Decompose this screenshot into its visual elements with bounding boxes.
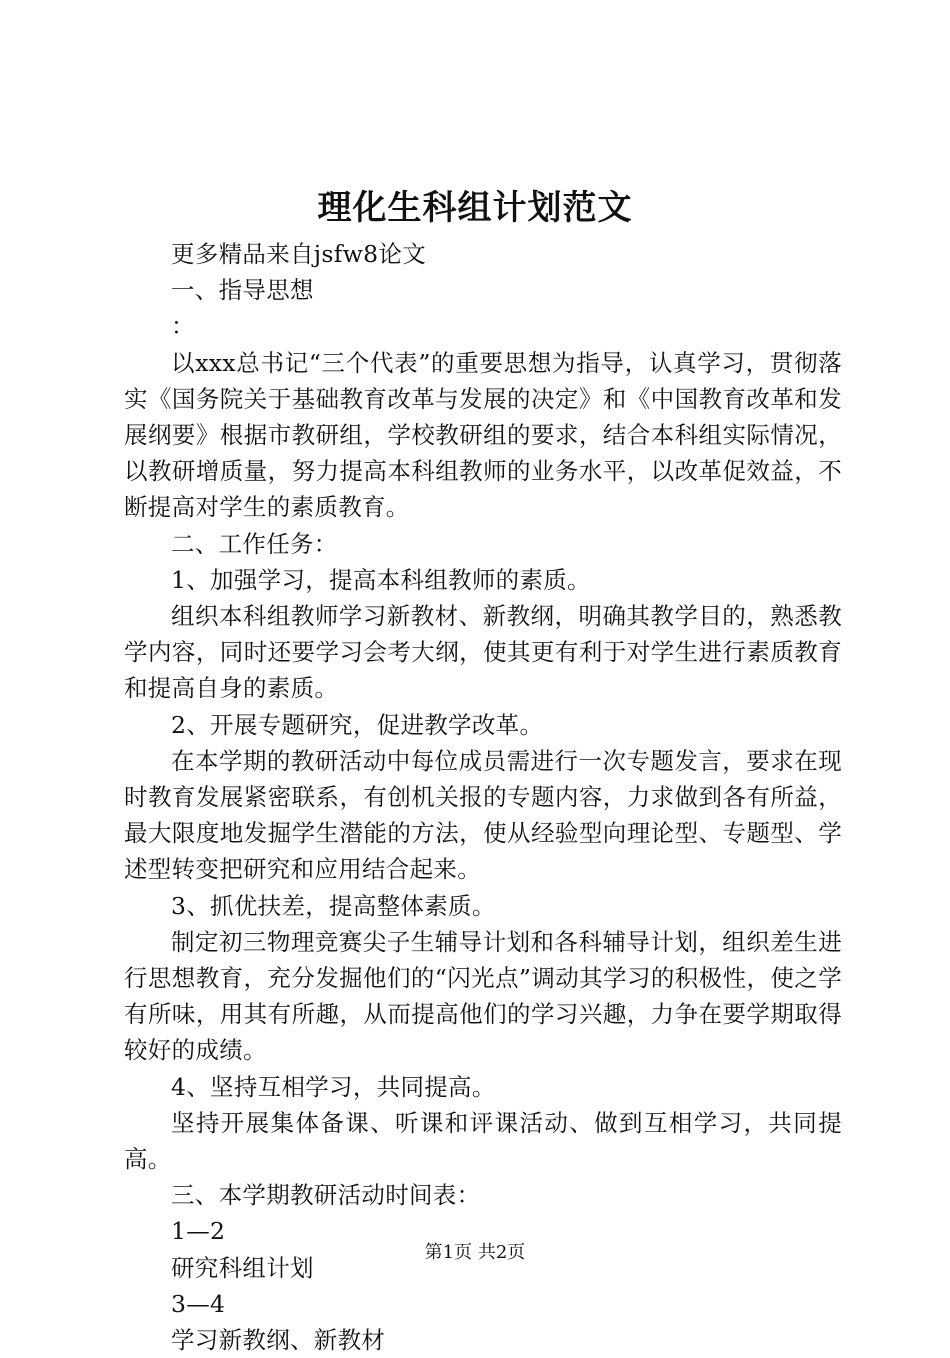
task-4-body: 坚持开展集体备课、听课和评课活动、做到互相学习，共同提高。 (124, 1108, 842, 1174)
task-1-heading: 1、加强学习，提高本科组教师的素质。 (171, 565, 591, 594)
paragraph-colon: ： (171, 312, 195, 341)
task-1-body: 组织本科组教师学习新教材、新教纲，明确其教学目的，熟悉教学内容，同时还要学习会考大纲，使其更有利于对学生进行素质教育和提高自身的素质。 (124, 602, 842, 703)
task-2-heading: 2、开展专题研究，促进教学改革。 (171, 710, 544, 739)
schedule-activity-1: 研究科组计划 (171, 1253, 314, 1282)
task-2-body: 在本学期的教研活动中每位成员需进行一次专题发言，要求在现时教育发展紧密联系，有创机关报的专题内容，力求做到各有所益，最大限度地发掘学生潜能的方法，使从经验型向理论型、专题型、学述型转变把研究和应用结合起来。 (124, 746, 842, 884)
task-3-body: 制定初三物理竞赛尖子生辅导计划和各科辅导计划，组织差生进行思想教育，充分发掘他们的“闪光点”调动其学习的积极性，使之学有所味，用其有所趣，从而提高他们的学习兴趣，力争在要学期取得较好的成绩。 (124, 927, 842, 1065)
paragraph-source-note: 更多精品来自jsfw8论文 (171, 240, 427, 268)
document-title: 理化生科组计划范文 (317, 188, 633, 228)
document-body (124, 236, 842, 1358)
schedule-activity-2: 学习新教纲、新教材 (171, 1326, 386, 1355)
page-footer: 第1页 共2页 (424, 1242, 526, 1263)
schedule-weeks-2: 3—4 (171, 1289, 226, 1318)
task-3-heading: 3、抓优扶差，提高整体素质。 (171, 891, 496, 920)
task-4-heading: 4、坚持互相学习，共同提高。 (171, 1072, 496, 1101)
heading-guiding-ideology: 一、指导思想 (171, 276, 314, 305)
paragraph-guiding-ideology: 以xxx总书记“三个代表”的重要思想为指导，认真学习，贯彻落实《国务院关于基础教育改革与发展的决定》和《中国教育改革和发展纲要》根据市教研组，学校教研组的要求，结合本科组实际情况，以教研增质量，努力提高本科组教师的业务水平，以改革促效益，不断提高对学生的素质教育。 (124, 348, 842, 522)
heading-schedule: 三、本学期教研活动时间表： (171, 1181, 481, 1210)
schedule-weeks-1: 1—2 (171, 1217, 226, 1246)
heading-work-tasks: 二、工作任务： (171, 529, 338, 558)
